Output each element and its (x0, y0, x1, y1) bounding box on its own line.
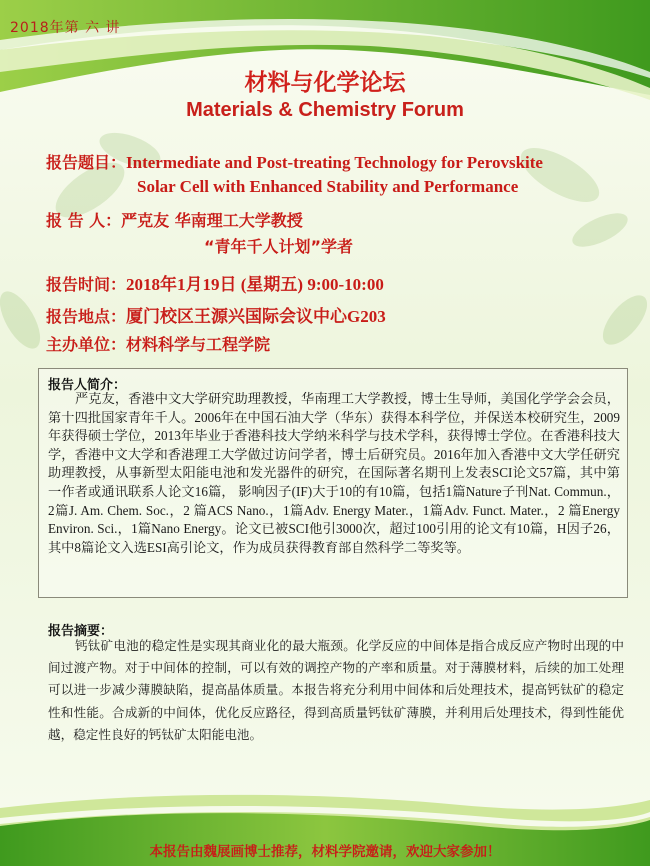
speaker-name: 严克友 华南理工大学教授 (121, 211, 303, 230)
topic-line2: Solar Cell with Enhanced Stability and Performance (137, 177, 519, 196)
place-label: 报告地点： (46, 307, 127, 326)
footer-invitation: 本报告由魏展画博士推荐，材料学院邀请，欢迎大家参加！ (149, 844, 501, 860)
host-value: 材料科学与工程学院 (126, 335, 271, 354)
abstract-heading: 报告摘要： (48, 624, 114, 639)
time-label: 报告时间： (46, 275, 127, 294)
speaker-title-text: “青年千人计划”学者 (204, 237, 354, 256)
time-row (46, 270, 636, 295)
place-value: 厦门校区王源兴国际会议中心G203 (126, 307, 386, 326)
host-row (46, 332, 636, 355)
topic-label: 报告题目： (46, 153, 127, 172)
speaker-row (46, 208, 636, 231)
abstract-text: 钙钛矿电池的稳定性是实现其商业化的最大瓶颈。化学反应的中间体是指合成反应产物时出现的中间过渡产物。对于中间体的控制，可以有效的调控产物的产率和质量。对于薄膜材料，后续的加工处理可以进一步减少薄膜缺陷，提高晶体质量。本报告将充分利用中间体和后处理技术，提高钙钛矿的稳定性和性能。合成新的中间体，优化反应路径，得到高质量钙钛矿薄膜，并利用后处理技术，得到性能优越，稳定性良好的钙钛矿太阳能电池。 (48, 638, 624, 742)
host-label: 主办单位： (46, 335, 127, 354)
bio-heading: 报告人简介： (48, 378, 127, 393)
forum-title-cn: 材料与化学论坛 (244, 70, 406, 96)
bio-text: 严克友，香港中文大学研究助理教授，华南理工大学教授，博士生导师，美国化学学会会员，第十四批国家青年千人。2006年在中国石油大学（华东）获得本科学位，并保送本校研究生，2009年获得硕士学位，2013年毕业于香港科技大学纳米科学与技术学科，获得博士学位。在香港科技大学，香港中文大学和香港理工大学做过访问学者，博士后研究员。2016年加入香港中文大学任研究助理教授，从事新型太阳能电池和发光器件的研究，在国际著名期刊上发表SCI论文57篇，其中第一作者或通讯联系人论文16篇， 影响因子(IF)大于10的有10篇，包括1篇Nature子刊Nat. Commun.，2篇J. Am. Chem. Soc.，2 篇ACS Nano.，1篇Adv. Energy Mater.，1篇Adv. Funct. Mater.，2 篇Energy Environ. Sci.，1篇Nano Energy。论文已被SCI他引3000次，超过100引用的论文有10篇，H因子26，其中8篇论文入选ESI高引论文，作为成员获得教育部自然科学二等奖等。 (48, 391, 620, 555)
series-label: 2018年第 六 讲 (10, 20, 121, 36)
time-value: 2018年1月19日 (星期五) 9:00-10:00 (126, 275, 384, 294)
speaker-title (204, 234, 650, 257)
place-row (46, 302, 636, 327)
topic-row (46, 150, 636, 173)
speaker-label: 报 告 人： (46, 211, 122, 230)
forum-title-en: Materials & Chemistry Forum (186, 99, 464, 121)
topic-line1: Intermediate and Post-treating Technology for Perovskite (126, 153, 543, 172)
